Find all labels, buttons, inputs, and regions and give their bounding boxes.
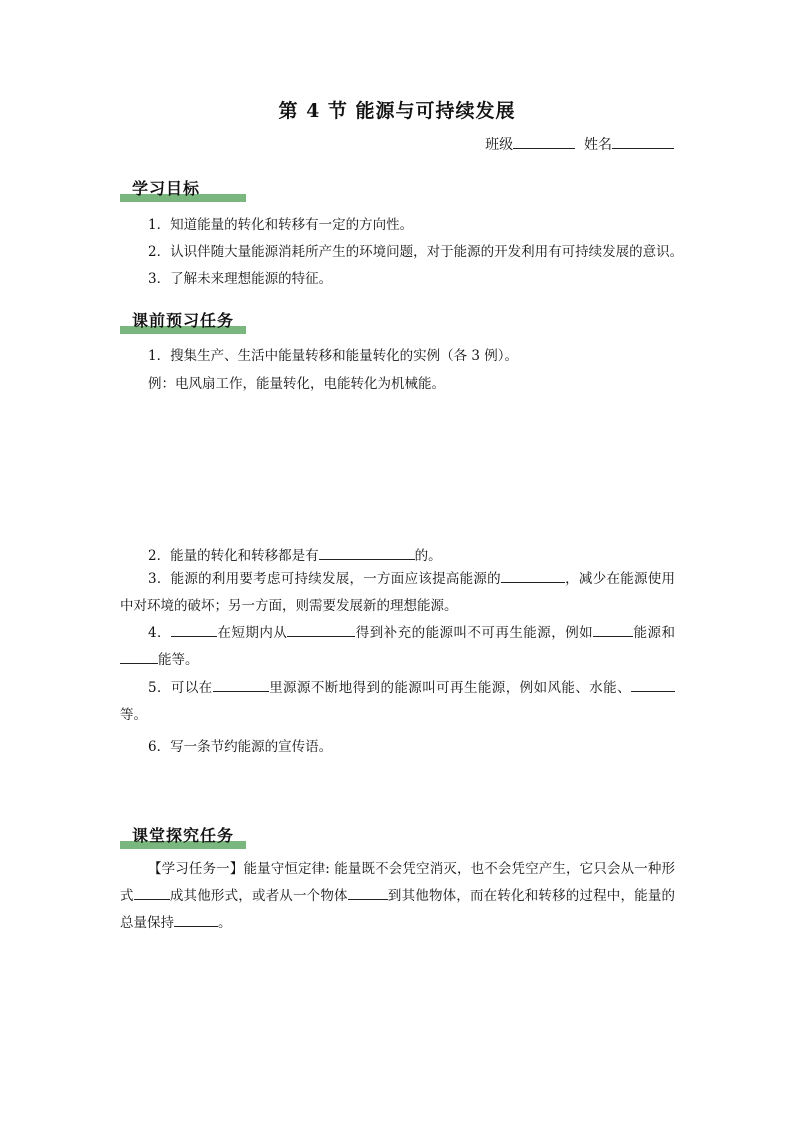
q5-text-c: 等。 — [120, 707, 147, 723]
q3-text-b: ，减少在能源使用中对环境的破坏；另一方面，则需要发展新的理想能源。 — [120, 571, 676, 614]
class-name-fields — [485, 134, 674, 154]
q5-blank-1[interactable] — [213, 677, 269, 692]
t1-blank-2[interactable] — [348, 885, 388, 900]
preview-q2 — [148, 544, 442, 564]
goal-item-3: 3．了解未来理想能源的特征。 — [148, 271, 333, 287]
q4-text-e: 能等。 — [158, 652, 199, 668]
goal-item-2: 2．认识伴随大量能源消耗所产生的环境问题，对于能源的开发利用有可持续发展的意识。 — [148, 244, 684, 260]
name-label: 姓名 — [584, 137, 612, 153]
q4-blank-1[interactable] — [171, 622, 217, 637]
preview-q3 — [120, 566, 675, 620]
t1-blank-1[interactable] — [134, 885, 170, 900]
t1-text-b: 成其他形式，或者从一个物体 — [169, 888, 348, 904]
q4-text-d: 能源和 — [633, 625, 676, 641]
classroom-task-1 — [120, 856, 675, 937]
t1-text-d: 。 — [218, 915, 232, 931]
q5-text-a: 5．可以在 — [148, 680, 213, 696]
heading-label: 学习目标 — [132, 179, 201, 198]
q2-text-a: 2．能量的转化和转移都是有 — [148, 548, 319, 564]
t1-text-a: 【学习任务一】能量守恒定律: 能量既不会凭空消灭，也不会凭空产生，它只会从一种形式 — [120, 861, 675, 904]
heading-label: 课堂探究任务 — [132, 826, 235, 845]
page-title: 第 4 节 能源与可持续发展 — [278, 100, 516, 122]
preview-q5 — [120, 675, 675, 729]
class-label: 班级 — [485, 137, 514, 153]
goal-item-1: 1．知道能量的转化和转移有一定的方向性。 — [148, 217, 414, 233]
q2-text-b: 的。 — [414, 548, 442, 564]
preview-q1: 1．搜集生产、生活中能量转移和能量转化的实例（各 3 例）。 — [148, 348, 519, 364]
preview-q4 — [120, 620, 675, 674]
q3-text-a: 3．能源的利用要考虑可持续发展，一方面应该提高能源的 — [148, 571, 501, 587]
name-blank[interactable] — [612, 134, 674, 149]
preview-q1-example: 例：电风扇工作，能量转化，电能转化为机械能。 — [148, 376, 445, 392]
t1-blank-3[interactable] — [174, 912, 218, 927]
q4-blank-3[interactable] — [593, 622, 633, 637]
q5-text-b: 里源源不断地得到的能源叫可再生能源，例如风能、水能、 — [268, 680, 631, 696]
q4-blank-4[interactable] — [120, 649, 158, 664]
q4-text-a: 4． — [148, 625, 172, 641]
t1-text-c: 到其他物体，而在转化和转移的过程中，能量的总量保持 — [120, 888, 676, 931]
q5-blank-2[interactable] — [631, 677, 675, 692]
q4-text-c: 得到补充的能源叫不可再生能源，例如 — [355, 625, 594, 641]
q4-blank-2[interactable] — [287, 622, 355, 637]
preview-q6: 6．写一条节约能源的宣传语。 — [148, 739, 333, 755]
heading-label: 课前预习任务 — [132, 311, 235, 330]
q3-blank[interactable] — [501, 568, 565, 583]
q2-blank[interactable] — [319, 545, 415, 560]
q4-text-b: 在短期内从 — [217, 625, 288, 641]
class-blank[interactable] — [513, 134, 575, 149]
